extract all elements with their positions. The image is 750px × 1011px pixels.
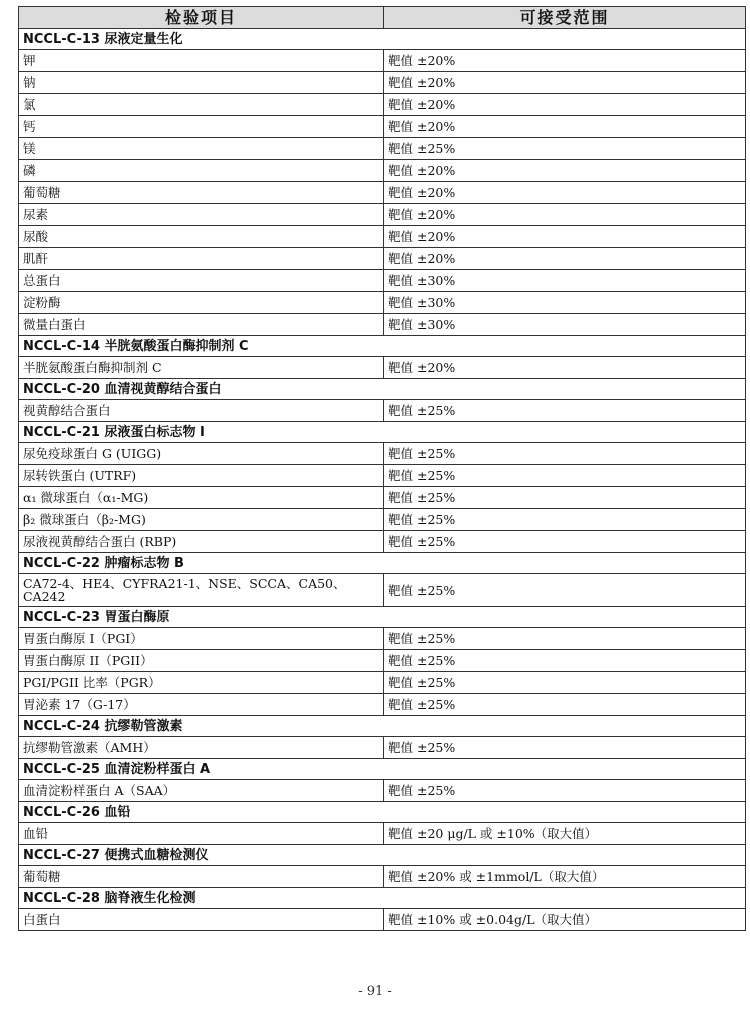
table-row — [19, 574, 746, 607]
acceptable-range-cell: 靶值 ±25% — [384, 737, 746, 759]
table-row — [19, 292, 746, 314]
table-row — [19, 909, 746, 931]
test-item-cell: 尿免疫球蛋白 G (UIGG) — [19, 443, 384, 465]
section-header-row — [19, 422, 746, 443]
table-row — [19, 531, 746, 553]
table-body — [19, 29, 746, 931]
test-item-cell: 钾 — [19, 50, 384, 72]
table-row — [19, 650, 746, 672]
acceptance-range-table-container — [18, 6, 745, 931]
acceptable-range-cell: 靶值 ±30% — [384, 314, 746, 336]
acceptable-range-cell: 靶值 ±20% — [384, 116, 746, 138]
section-title: NCCL-C-13 尿液定量生化 — [19, 29, 746, 50]
section-header-row — [19, 802, 746, 823]
section-header-row — [19, 607, 746, 628]
section-title: NCCL-C-21 尿液蛋白标志物 I — [19, 422, 746, 443]
test-item-cell: 钙 — [19, 116, 384, 138]
table-row — [19, 314, 746, 336]
table-row — [19, 780, 746, 802]
test-item-cell: 葡萄糖 — [19, 866, 384, 888]
acceptable-range-cell: 靶值 ±25% — [384, 628, 746, 650]
section-title: NCCL-C-14 半胱氨酸蛋白酶抑制剂 C — [19, 336, 746, 357]
acceptance-range-table — [18, 6, 746, 931]
test-item-cell: 钠 — [19, 72, 384, 94]
test-item-cell: 镁 — [19, 138, 384, 160]
table-row — [19, 226, 746, 248]
acceptable-range-cell: 靶值 ±25% — [384, 138, 746, 160]
section-title: NCCL-C-22 肿瘤标志物 B — [19, 553, 746, 574]
table-row — [19, 204, 746, 226]
section-title: NCCL-C-27 便携式血糖检测仪 — [19, 845, 746, 866]
acceptable-range-cell: 靶值 ±20% — [384, 160, 746, 182]
table-row — [19, 94, 746, 116]
table-row — [19, 443, 746, 465]
acceptable-range-cell: 靶值 ±25% — [384, 672, 746, 694]
test-item-cell: α₁ 微球蛋白（α₁-MG) — [19, 487, 384, 509]
table-row — [19, 628, 746, 650]
section-title: NCCL-C-23 胃蛋白酶原 — [19, 607, 746, 628]
test-item-cell: 血清淀粉样蛋白 A（SAA） — [19, 780, 384, 802]
table-row — [19, 672, 746, 694]
acceptable-range-cell: 靶值 ±20% — [384, 248, 746, 270]
acceptable-range-cell: 靶值 ±25% — [384, 443, 746, 465]
test-item-cell: 胃蛋白酶原 II（PGII） — [19, 650, 384, 672]
page-number: - 91 - — [358, 984, 392, 999]
acceptable-range-cell: 靶值 ±20% — [384, 204, 746, 226]
test-item-cell: 白蛋白 — [19, 909, 384, 931]
table-row — [19, 694, 746, 716]
test-item-cell: 尿酸 — [19, 226, 384, 248]
table-row — [19, 400, 746, 422]
test-item-cell: 磷 — [19, 160, 384, 182]
section-header-row — [19, 553, 746, 574]
acceptable-range-cell: 靶值 ±25% — [384, 650, 746, 672]
table-row — [19, 509, 746, 531]
table-row — [19, 737, 746, 759]
test-item-cell: 葡萄糖 — [19, 182, 384, 204]
acceptable-range-cell: 靶值 ±25% — [384, 531, 746, 553]
test-item-cell: 血铅 — [19, 823, 384, 845]
test-item-cell: 尿液视黄醇结合蛋白 (RBP) — [19, 531, 384, 553]
section-title: NCCL-C-26 血铅 — [19, 802, 746, 823]
header-acceptable-range: 可接受范围 — [384, 7, 746, 29]
acceptable-range-cell: 靶值 ±20% — [384, 50, 746, 72]
test-item-cell: 尿转铁蛋白 (UTRF) — [19, 465, 384, 487]
table-header-row — [19, 7, 746, 29]
test-item-cell: 胃泌素 17（G-17） — [19, 694, 384, 716]
table-row — [19, 270, 746, 292]
header-test-item: 检验项目 — [19, 7, 384, 29]
table-row — [19, 72, 746, 94]
acceptable-range-cell: 靶值 ±20% — [384, 182, 746, 204]
acceptable-range-cell: 靶值 ±20 μg/L 或 ±10%（取大值） — [384, 823, 746, 845]
acceptable-range-cell: 靶值 ±25% — [384, 509, 746, 531]
test-item-cell: 抗缪勒管激素（AMH） — [19, 737, 384, 759]
section-header-row — [19, 336, 746, 357]
test-item-cell: 总蛋白 — [19, 270, 384, 292]
table-row — [19, 182, 746, 204]
table-row — [19, 823, 746, 845]
test-item-cell: 淀粉酶 — [19, 292, 384, 314]
test-item-cell: β₂ 微球蛋白（β₂-MG) — [19, 509, 384, 531]
test-item-cell: 胃蛋白酶原 I（PGI） — [19, 628, 384, 650]
acceptable-range-cell: 靶值 ±20% — [384, 226, 746, 248]
acceptable-range-cell: 靶值 ±20% — [384, 357, 746, 379]
table-row — [19, 465, 746, 487]
table-row — [19, 357, 746, 379]
test-item-cell: PGI/PGII 比率（PGR） — [19, 672, 384, 694]
section-title: NCCL-C-25 血清淀粉样蛋白 A — [19, 759, 746, 780]
section-title: NCCL-C-28 脑脊液生化检测 — [19, 888, 746, 909]
acceptable-range-cell: 靶值 ±25% — [384, 400, 746, 422]
acceptable-range-cell: 靶值 ±25% — [384, 574, 746, 607]
section-header-row — [19, 379, 746, 400]
test-item-cell: 视黄醇结合蛋白 — [19, 400, 384, 422]
table-row — [19, 160, 746, 182]
acceptable-range-cell: 靶值 ±30% — [384, 292, 746, 314]
section-header-row — [19, 29, 746, 50]
acceptable-range-cell: 靶值 ±20% — [384, 94, 746, 116]
acceptable-range-cell: 靶值 ±25% — [384, 780, 746, 802]
table-row — [19, 866, 746, 888]
acceptable-range-cell: 靶值 ±20% — [384, 72, 746, 94]
acceptable-range-cell: 靶值 ±25% — [384, 694, 746, 716]
test-item-cell: 肌酐 — [19, 248, 384, 270]
test-item-cell: 尿素 — [19, 204, 384, 226]
acceptable-range-cell: 靶值 ±30% — [384, 270, 746, 292]
test-item-cell: 微量白蛋白 — [19, 314, 384, 336]
section-header-row — [19, 888, 746, 909]
table-row — [19, 138, 746, 160]
test-item-cell: 半胱氨酸蛋白酶抑制剂 C — [19, 357, 384, 379]
acceptable-range-cell: 靶值 ±25% — [384, 465, 746, 487]
table-row — [19, 50, 746, 72]
section-title: NCCL-C-20 血清视黄醇结合蛋白 — [19, 379, 746, 400]
acceptable-range-cell: 靶值 ±25% — [384, 487, 746, 509]
test-item-cell: CA72-4、HE4、CYFRA21-1、NSE、SCCA、CA50、CA242 — [19, 574, 384, 607]
section-header-row — [19, 716, 746, 737]
acceptable-range-cell: 靶值 ±20% 或 ±1mmol/L（取大值） — [384, 866, 746, 888]
acceptable-range-cell: 靶值 ±10% 或 ±0.04g/L（取大值） — [384, 909, 746, 931]
table-row — [19, 248, 746, 270]
table-row — [19, 487, 746, 509]
section-header-row — [19, 845, 746, 866]
section-title: NCCL-C-24 抗缪勒管激素 — [19, 716, 746, 737]
test-item-cell: 氯 — [19, 94, 384, 116]
table-row — [19, 116, 746, 138]
section-header-row — [19, 759, 746, 780]
